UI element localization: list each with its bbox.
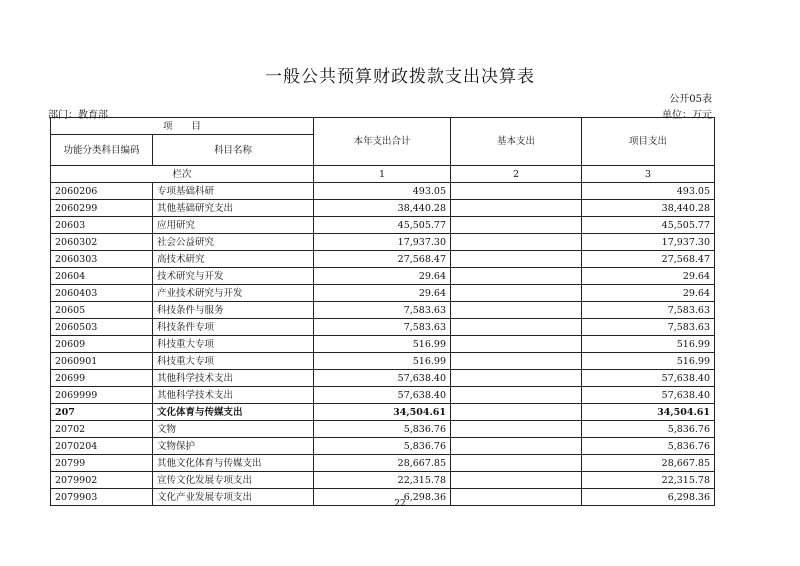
row-code: 2060403 — [51, 285, 153, 302]
row-project: 493.05 — [582, 183, 715, 200]
table-row — [51, 217, 715, 234]
table-row — [51, 353, 715, 370]
row-project: 28,667.85 — [582, 455, 715, 472]
row-basic — [451, 370, 582, 387]
row-project: 57,638.40 — [582, 370, 715, 387]
department-label: 部门：教育部 — [48, 110, 108, 121]
table-row — [51, 200, 715, 217]
table-row — [51, 251, 715, 268]
row-total: 27,568.47 — [314, 251, 451, 268]
table-row — [51, 387, 715, 404]
row-basic — [451, 438, 582, 455]
unit-label: 单位：万元 — [662, 110, 712, 121]
row-name: 科技条件专项 — [153, 319, 314, 336]
table-row — [51, 302, 715, 319]
row-total: 45,505.77 — [314, 217, 451, 234]
row-total: 5,836.76 — [314, 438, 451, 455]
row-basic — [451, 472, 582, 489]
row-basic — [451, 353, 582, 370]
table-row — [51, 268, 715, 285]
row-basic — [451, 336, 582, 353]
row-code: 2079903 — [51, 489, 153, 506]
row-project: 34,504.61 — [582, 404, 715, 421]
row-total: 516.99 — [314, 353, 451, 370]
row-code: 20604 — [51, 268, 153, 285]
row-code: 20605 — [51, 302, 153, 319]
row-project: 516.99 — [582, 353, 715, 370]
header-name: 科目名称 — [153, 135, 314, 166]
row-basic — [451, 302, 582, 319]
page-title: 一般公共预算财政拨款支出决算表 — [265, 67, 535, 87]
table-row — [51, 183, 715, 200]
header-total: 本年支出合计 — [314, 118, 451, 166]
row-name: 文物保护 — [153, 438, 314, 455]
row-name: 其他科学技术支出 — [153, 387, 314, 404]
row-project: 7,583.63 — [582, 302, 715, 319]
row-basic — [451, 251, 582, 268]
row-project: 57,638.40 — [582, 387, 715, 404]
row-project: 6,298.36 — [582, 489, 715, 506]
page-number: 22 — [394, 499, 406, 509]
table-row — [51, 370, 715, 387]
row-name: 其他文化体育与传媒支出 — [153, 455, 314, 472]
row-project: 7,583.63 — [582, 319, 715, 336]
row-basic — [451, 268, 582, 285]
row-project: 5,836.76 — [582, 421, 715, 438]
row-total: 493.05 — [314, 183, 451, 200]
table-row — [51, 336, 715, 353]
header-basic: 基本支出 — [451, 118, 582, 166]
row-code: 2060302 — [51, 234, 153, 251]
row-project: 45,505.77 — [582, 217, 715, 234]
row-total: 38,440.28 — [314, 200, 451, 217]
row-name: 文化体育与传媒支出 — [153, 404, 314, 421]
row-basic — [451, 217, 582, 234]
row-name: 其他基础研究支出 — [153, 200, 314, 217]
table-row — [51, 285, 715, 302]
header-code: 功能分类科目编码 — [51, 135, 153, 166]
row-code: 20702 — [51, 421, 153, 438]
header-project: 项目支出 — [582, 118, 715, 166]
row-total: 34,504.61 — [314, 404, 451, 421]
table-row — [51, 234, 715, 251]
row-code: 2060503 — [51, 319, 153, 336]
row-code: 20699 — [51, 370, 153, 387]
row-basic — [451, 319, 582, 336]
table-row — [51, 438, 715, 455]
row-name: 其他科学技术支出 — [153, 370, 314, 387]
row-project: 29.64 — [582, 285, 715, 302]
row-code: 20603 — [51, 217, 153, 234]
row-basic — [451, 387, 582, 404]
row-basic — [451, 455, 582, 472]
row-basic — [451, 285, 582, 302]
row-name: 专项基础科研 — [153, 183, 314, 200]
row-code: 20799 — [51, 455, 153, 472]
row-name: 文化产业发展专项支出 — [153, 489, 314, 506]
row-code: 2070204 — [51, 438, 153, 455]
row-project: 29.64 — [582, 268, 715, 285]
row-name: 技术研究与开发 — [153, 268, 314, 285]
row-basic — [451, 200, 582, 217]
row-name: 科技重大专项 — [153, 353, 314, 370]
table-row — [51, 404, 715, 421]
row-project: 38,440.28 — [582, 200, 715, 217]
row-total: 57,638.40 — [314, 387, 451, 404]
header-col3: 3 — [582, 166, 715, 183]
row-code: 2079902 — [51, 472, 153, 489]
table-row — [51, 421, 715, 438]
row-basic — [451, 421, 582, 438]
table-row — [51, 472, 715, 489]
row-project: 27,568.47 — [582, 251, 715, 268]
row-code: 2060206 — [51, 183, 153, 200]
row-basic — [451, 404, 582, 421]
row-project: 22,315.78 — [582, 472, 715, 489]
row-code: 2060901 — [51, 353, 153, 370]
expenditure-table — [50, 117, 715, 506]
row-name: 高技术研究 — [153, 251, 314, 268]
row-total: 7,583.63 — [314, 302, 451, 319]
row-name: 宣传文化发展专项支出 — [153, 472, 314, 489]
row-total: 29.64 — [314, 268, 451, 285]
row-total: 28,667.85 — [314, 455, 451, 472]
row-name: 应用研究 — [153, 217, 314, 234]
row-basic — [451, 234, 582, 251]
row-total: 5,836.76 — [314, 421, 451, 438]
row-code: 2060303 — [51, 251, 153, 268]
row-total: 22,315.78 — [314, 472, 451, 489]
header-col2: 2 — [451, 166, 582, 183]
row-project: 17,937.30 — [582, 234, 715, 251]
row-total: 6,298.36 — [314, 489, 451, 506]
row-name: 科技重大专项 — [153, 336, 314, 353]
table-row — [51, 455, 715, 472]
row-name: 社会公益研究 — [153, 234, 314, 251]
row-total: 17,937.30 — [314, 234, 451, 251]
row-project: 5,836.76 — [582, 438, 715, 455]
header-col1: 1 — [314, 166, 451, 183]
row-project: 516.99 — [582, 336, 715, 353]
row-code: 207 — [51, 404, 153, 421]
header-item: 项 目 — [51, 118, 314, 135]
row-code: 2060299 — [51, 200, 153, 217]
row-name: 产业技术研究与开发 — [153, 285, 314, 302]
row-total: 57,638.40 — [314, 370, 451, 387]
row-basic — [451, 183, 582, 200]
row-name: 科技条件与服务 — [153, 302, 314, 319]
row-total: 516.99 — [314, 336, 451, 353]
table-row — [51, 319, 715, 336]
row-code: 20609 — [51, 336, 153, 353]
row-total: 7,583.63 — [314, 319, 451, 336]
row-code: 2069999 — [51, 387, 153, 404]
row-total: 29.64 — [314, 285, 451, 302]
header-column-label: 栏次 — [51, 166, 314, 183]
form-number: 公开05表 — [669, 94, 712, 105]
row-name: 文物 — [153, 421, 314, 438]
